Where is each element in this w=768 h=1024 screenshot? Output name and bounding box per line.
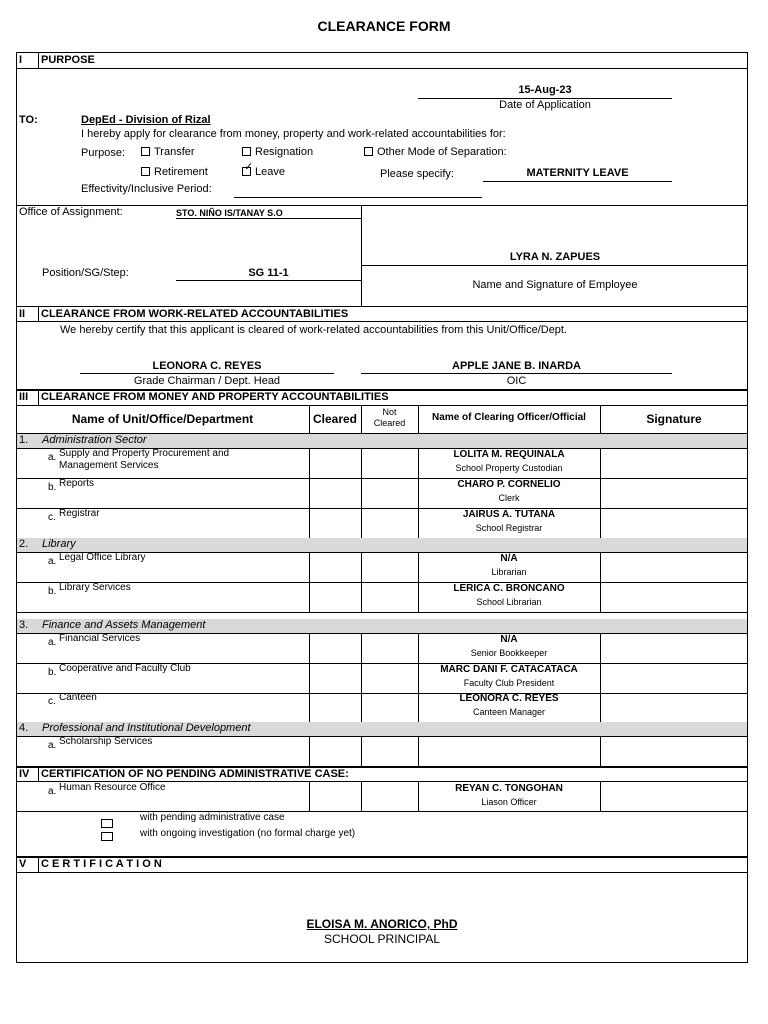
officer-name: CHARO P. CORNELIO <box>457 479 561 490</box>
checkmark-icon: ✓ <box>244 161 254 173</box>
purpose-label: Purpose: <box>81 147 126 159</box>
checkbox-checked-icon[interactable] <box>242 161 254 176</box>
divider <box>38 857 39 872</box>
group-name: Professional and Institutional Development <box>42 722 251 734</box>
signature-cell[interactable] <box>601 509 748 538</box>
officer-name: MARC DANI F. CATACATACA <box>440 664 578 675</box>
not-cleared-cell[interactable] <box>362 782 418 810</box>
section-title-certification: C E R T I F I C A T I O N <box>41 858 162 870</box>
item-letter: a. <box>48 637 57 648</box>
cleared-cell[interactable] <box>310 479 361 508</box>
item-letter: a. <box>48 452 57 463</box>
not-cleared-cell[interactable] <box>362 553 418 582</box>
item-name: Cooperative and Faculty Club <box>59 663 191 674</box>
divider <box>38 767 39 781</box>
item-letter: a. <box>48 556 57 567</box>
page-title: CLEARANCE FORM <box>317 18 451 34</box>
checkbox-icon[interactable] <box>364 147 373 156</box>
position-value[interactable]: SG 11-1 <box>248 267 289 279</box>
officer-role: Clerk <box>498 493 520 503</box>
divider <box>16 321 748 322</box>
header-signature: Signature <box>646 412 702 426</box>
section-number: IV <box>19 768 30 780</box>
position-label: Position/SG/Step: <box>42 267 129 279</box>
section-number: I <box>19 54 23 66</box>
item-letter: a. <box>48 786 57 797</box>
divider <box>16 811 748 812</box>
divider <box>16 205 748 206</box>
underline <box>483 181 672 182</box>
signature-cell[interactable] <box>601 664 748 693</box>
cleared-cell[interactable] <box>310 737 361 766</box>
officer-role: Canteen Manager <box>472 707 546 717</box>
underline <box>176 218 361 219</box>
option-label: Other Mode of Separation: <box>377 146 507 158</box>
signature-cell[interactable] <box>601 583 748 612</box>
group-number: 1. <box>19 434 29 446</box>
group-number: 2. <box>19 538 29 550</box>
cleared-cell[interactable] <box>310 693 361 722</box>
date-of-application-value[interactable]: 15-Aug-23 <box>518 84 572 96</box>
checkbox-icon[interactable] <box>101 832 113 841</box>
employee-name[interactable]: LYRA N. ZAPUES <box>509 251 601 263</box>
not-cleared-cell[interactable] <box>362 664 418 693</box>
officer-role: Liason Officer <box>481 797 537 807</box>
cleared-cell[interactable] <box>309 782 361 810</box>
underline <box>176 280 361 281</box>
option-label: Transfer <box>154 146 195 158</box>
divider <box>16 306 748 307</box>
item-name: Library Services <box>59 582 131 593</box>
item-name: Reports <box>59 478 95 489</box>
group-name: Finance and Assets Management <box>42 619 206 631</box>
item-hr-office: Human Resource Office <box>59 782 166 793</box>
officer-role: Faculty Club President <box>463 678 555 688</box>
not-cleared-cell[interactable] <box>362 634 418 663</box>
officer-name: LOLITA M. REQUINALA <box>453 449 565 460</box>
item-name: Registrar <box>59 508 100 519</box>
divider <box>16 872 748 873</box>
divider <box>38 52 39 68</box>
officer-role: Librarian <box>491 567 527 577</box>
officer-name: N/A <box>500 634 518 645</box>
option-ongoing-investigation: with ongoing investigation (no formal charge yet) <box>140 828 356 839</box>
signature-cell[interactable] <box>601 782 748 810</box>
header-not-cleared-line: Cleared <box>373 418 406 428</box>
signature-cell[interactable] <box>601 553 748 582</box>
section-number: II <box>19 308 26 320</box>
officer-name: REYAN C. TONGOHAN <box>455 783 563 794</box>
office-label: Office of Assignment: <box>19 206 123 218</box>
option-label: Resignation <box>255 146 314 158</box>
officer-role: School Registrar <box>475 523 543 533</box>
section-number: V <box>19 858 27 870</box>
divider <box>16 68 748 69</box>
dept-head-role: Grade Chairman / Dept. Head <box>133 375 281 387</box>
officer-name: N/A <box>500 553 518 564</box>
option-pending-case: with pending administrative case <box>140 812 285 823</box>
principal-name: ELOISA M. ANORICO, PhD <box>306 917 458 931</box>
item-letter: a. <box>48 740 57 751</box>
to-value[interactable]: DepEd - Division of Rizal <box>81 114 211 126</box>
option-label: Retirement <box>154 166 208 178</box>
group-number: 3. <box>19 619 29 631</box>
divider <box>418 736 419 766</box>
item-name: Supply and Property Procurement and <box>59 448 230 459</box>
item-name: Financial Services <box>59 633 141 644</box>
item-letter: b. <box>48 667 57 678</box>
item-letter: c. <box>48 512 56 523</box>
checkbox-icon[interactable] <box>101 819 113 828</box>
section-number: III <box>19 391 29 403</box>
group-name: Library <box>42 538 76 550</box>
section-title-work-related: CLEARANCE FROM WORK-RELATED ACCOUNTABILITIES <box>41 308 349 320</box>
group-row <box>17 538 747 552</box>
cleared-cell[interactable] <box>310 553 361 582</box>
section-title-purpose: PURPOSE <box>41 54 95 66</box>
date-of-application-label: Date of Application <box>499 99 591 111</box>
cleared-cell[interactable] <box>310 449 361 478</box>
not-cleared-cell[interactable] <box>362 509 418 538</box>
header-not-cleared <box>361 407 418 429</box>
cleared-cell[interactable] <box>310 664 361 693</box>
to-label: TO: <box>19 114 38 126</box>
section-title-money-property: CLEARANCE FROM MONEY AND PROPERTY ACCOUNTABILITIES <box>41 391 389 403</box>
checkbox-icon[interactable] <box>141 147 150 156</box>
officer-role: Senior Bookkeeper <box>470 648 548 658</box>
cleared-cell[interactable] <box>310 583 361 612</box>
item-name-line2: Management Services <box>59 460 159 471</box>
option-leave[interactable] <box>242 161 285 178</box>
option-other-mode[interactable] <box>364 146 507 158</box>
group-name: Administration Sector <box>42 434 147 446</box>
checkbox-icon[interactable] <box>141 167 150 176</box>
item-letter: b. <box>48 586 57 597</box>
cleared-cell[interactable] <box>310 509 361 538</box>
not-cleared-cell[interactable] <box>362 583 418 612</box>
group-number: 4. <box>19 722 29 734</box>
signature-cell[interactable] <box>601 449 748 478</box>
officer-role: School Librarian <box>476 597 542 607</box>
not-cleared-cell[interactable] <box>362 479 418 508</box>
underline <box>234 197 482 198</box>
signature-cell[interactable] <box>601 737 748 766</box>
option-label: Leave <box>255 166 285 178</box>
header-unit: Name of Unit/Office/Department <box>71 412 254 426</box>
header-cleared: Cleared <box>312 412 358 426</box>
item-name: Scholarship Services <box>59 736 153 747</box>
officer-role: School Property Custodian <box>455 463 563 473</box>
divider <box>16 612 748 613</box>
officer-name: LERICA C. BRONCANO <box>453 583 565 594</box>
item-letter: c. <box>48 696 56 707</box>
cleared-cell[interactable] <box>310 634 361 663</box>
item-name: Legal Office Library <box>59 552 146 563</box>
dept-head-name[interactable]: LEONORA C. REYES <box>152 360 262 372</box>
divider <box>362 265 748 266</box>
principal-role: SCHOOL PRINCIPAL <box>323 932 441 946</box>
header-officer: Name of Clearing Officer/Official <box>432 412 586 423</box>
specify-value[interactable]: MATERNITY LEAVE <box>526 167 629 179</box>
item-name: Canteen <box>59 692 97 703</box>
officer-name: JAIRUS A. TUTANA <box>462 509 556 520</box>
not-cleared-cell[interactable] <box>362 737 418 766</box>
certify-statement: We hereby certify that this applicant is cleared of work-related accountabilities from this Unit/Office/Dept. <box>60 324 568 336</box>
signature-cell[interactable] <box>601 479 748 508</box>
apply-statement: I hereby apply for clearance from money, property and work-related accountabilities for: <box>81 128 506 140</box>
checkbox-icon[interactable] <box>242 147 251 156</box>
section-title-admin-case: CERTIFICATION OF NO PENDING ADMINISTRATIVE CASE: <box>41 768 349 780</box>
effectivity-label: Effectivity/Inclusive Period: <box>81 183 212 195</box>
option-resignation[interactable] <box>242 146 313 158</box>
signature-cell[interactable] <box>601 634 748 663</box>
divider <box>16 405 748 406</box>
header-not-cleared-line: Not <box>382 407 397 417</box>
underline <box>361 373 672 374</box>
divider <box>38 306 39 321</box>
specify-label: Please specify: <box>380 168 454 180</box>
employee-signature-label: Name and Signature of Employee <box>472 279 638 291</box>
oic-name[interactable]: APPLE JANE B. INARDA <box>452 360 581 372</box>
option-retirement[interactable] <box>141 166 208 178</box>
underline <box>80 373 334 374</box>
item-letter: b. <box>48 482 57 493</box>
signature-cell[interactable] <box>601 693 748 722</box>
officer-name: LEONORA C. REYES <box>459 693 559 704</box>
divider <box>38 390 39 405</box>
option-transfer[interactable] <box>141 146 195 158</box>
not-cleared-cell[interactable] <box>362 449 418 478</box>
oic-role: OIC <box>506 375 527 387</box>
not-cleared-cell[interactable] <box>362 693 418 722</box>
office-value[interactable]: STO. NIÑO IS/TANAY S.O <box>176 208 283 218</box>
